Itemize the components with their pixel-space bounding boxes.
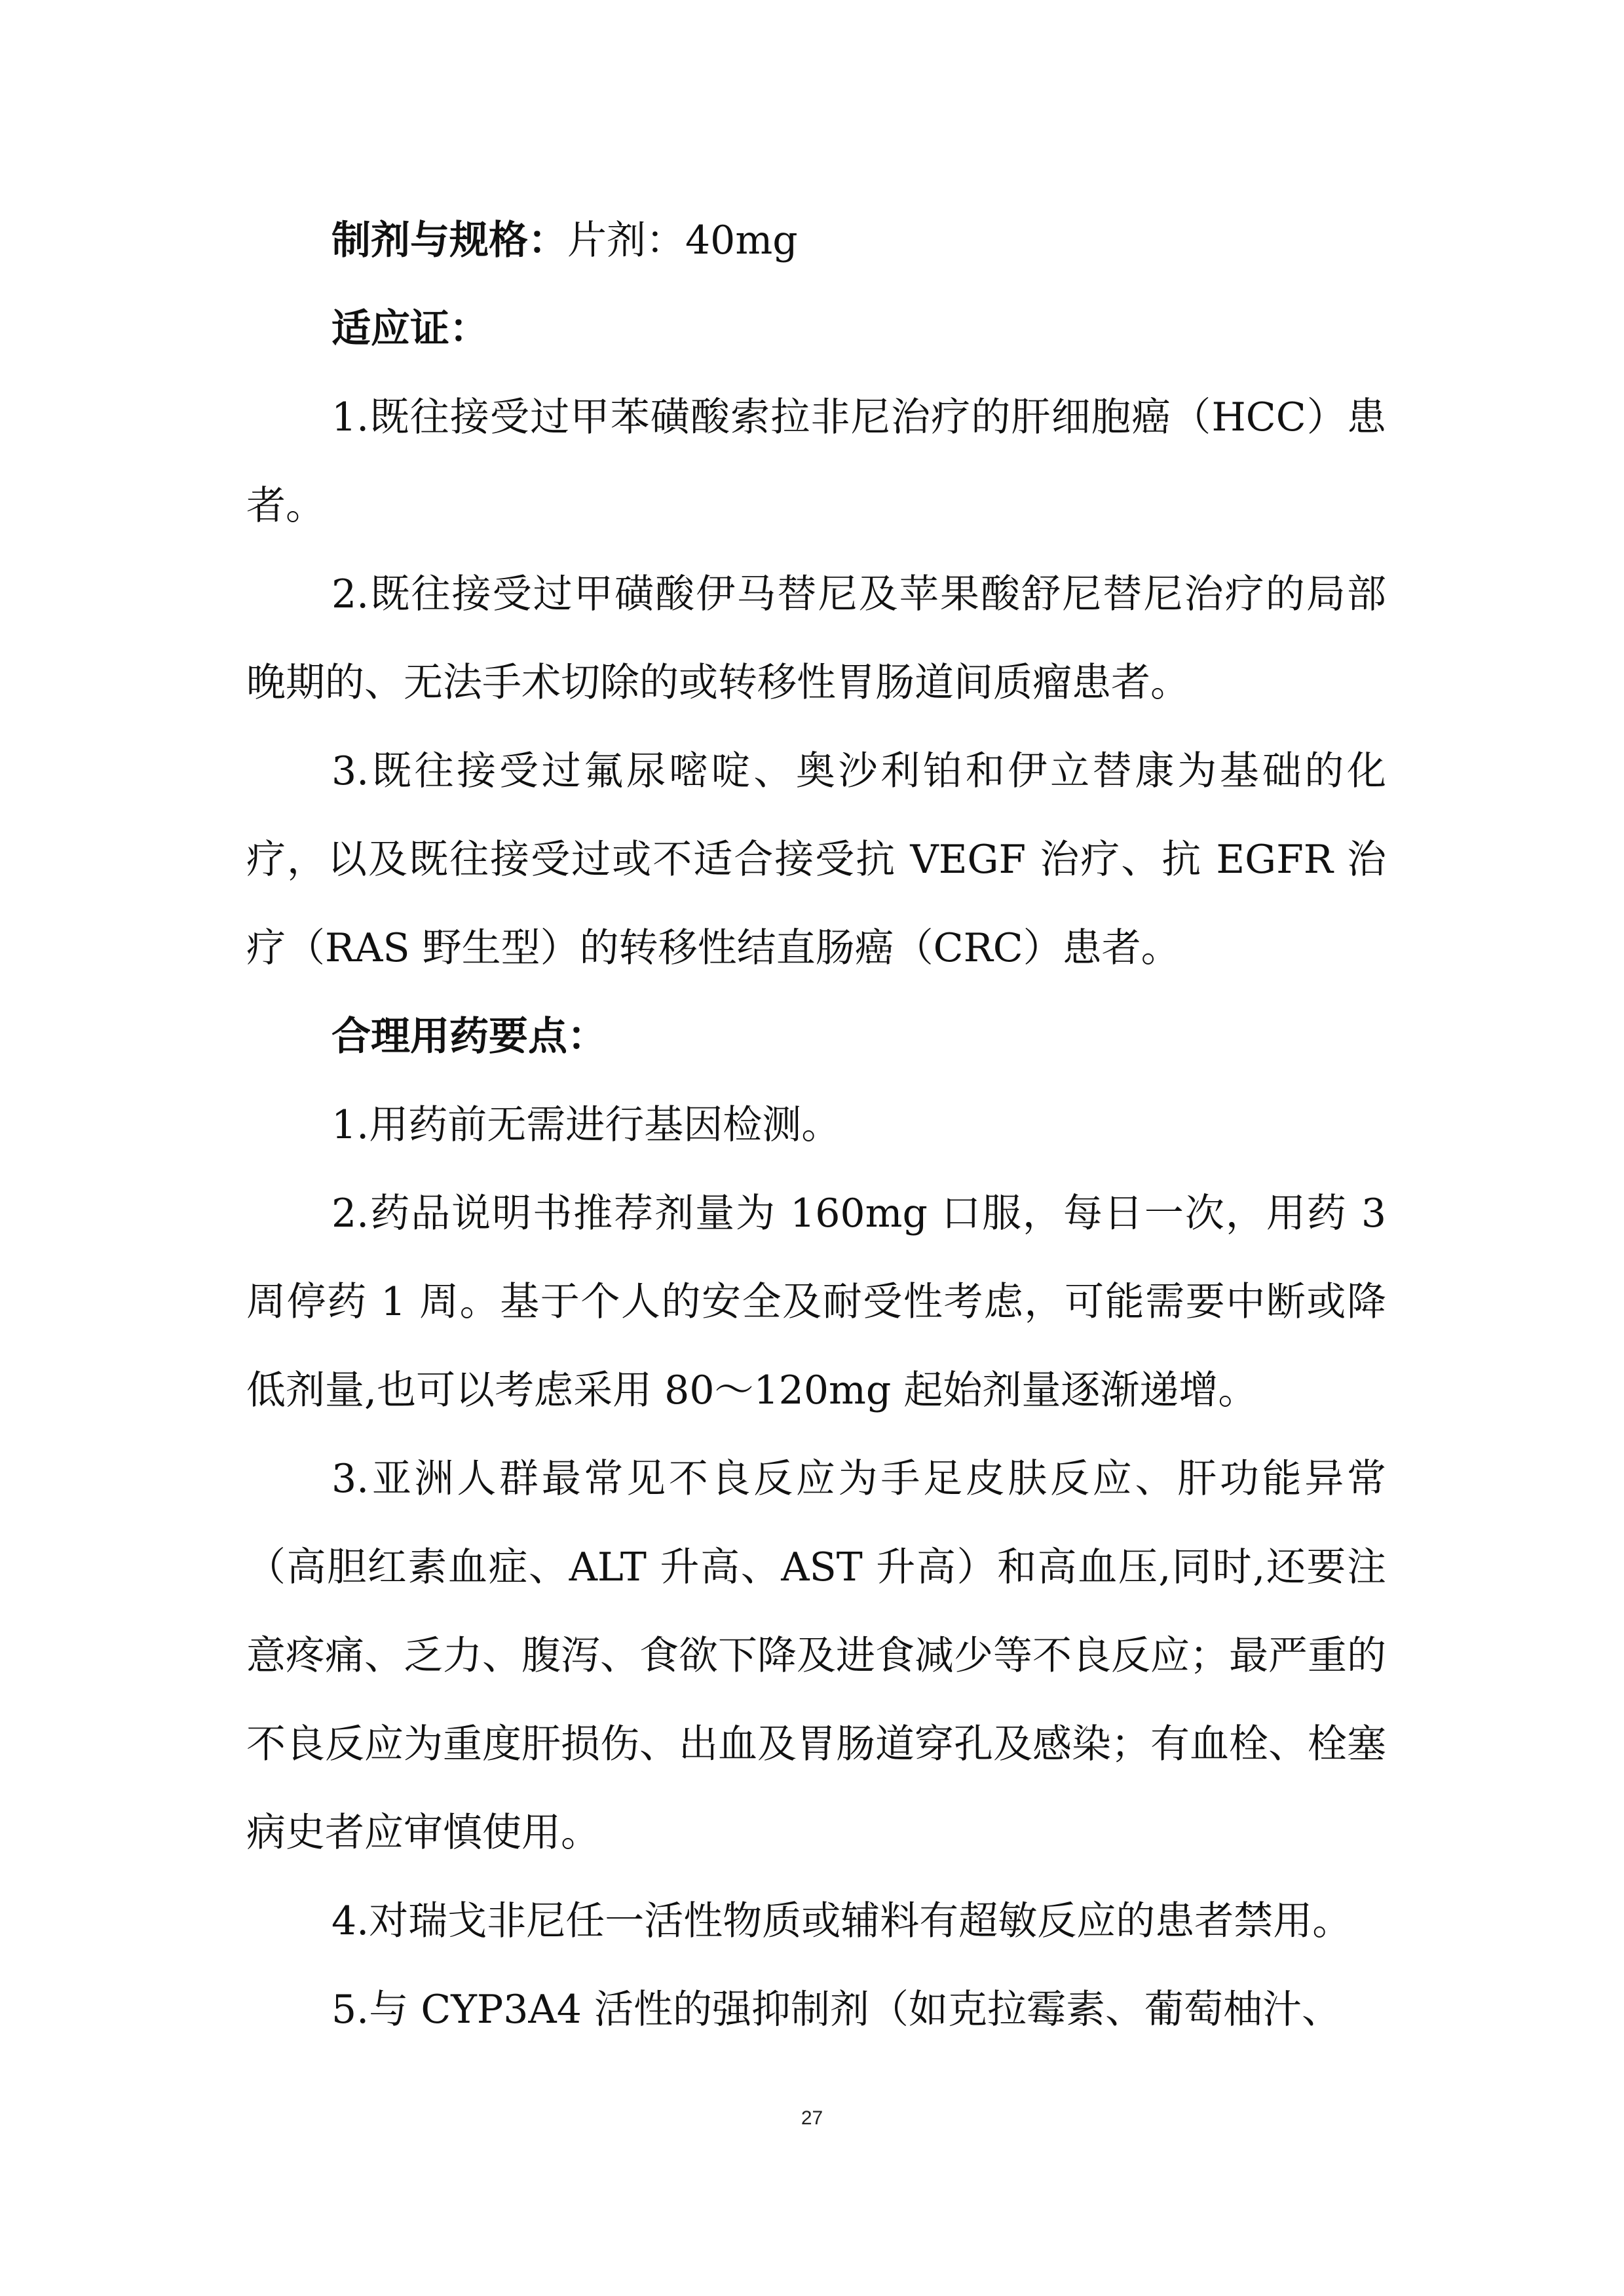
document-body [246, 197, 1386, 2054]
key-point-item: 1.用药前无需进行基因检测。 [331, 1102, 841, 1148]
indication-item: 2.既往接受过甲磺酸伊马替尼及苹果酸舒尼替尼治疗的局部晚期的、无法手术切除的或转移性胃肠道间质瘤患者。 [246, 571, 1386, 706]
spec-label: 制剂与规格： [331, 218, 567, 263]
indication-item: 1.既往接受过甲苯磺酸索拉非尼治疗的肝细胞癌（HCC）患者。 [246, 394, 1386, 529]
indication-item: 3.既往接受过氟尿嘧啶、奥沙利铂和伊立替康为基础的化疗，以及既往接受过或不适合接受抗 VEGF 治疗、抗 EGFR 治疗（RAS 野生型）的转移性结直肠癌（CRC）患者。 [246, 748, 1386, 971]
page-number: 27 [801, 2107, 823, 2129]
spec-line [246, 197, 1386, 285]
spec-value: 片剂：40mg [567, 218, 798, 263]
key-point-item: 3.亚洲人群最常见不良反应为手足皮肤反应、肝功能异常（高胆红素血症、ALT 升高、AST 升高）和高血压,同时,还要注意疼痛、乏力、腹泻、食欲下降及进食减少等不良反应；最严重的不良反应为重度肝损伤、出血及胃肠道穿孔及感染；有血栓、栓塞病史者应审慎使用。 [246, 1456, 1386, 1856]
key-points-heading: 合理用药要点： [331, 1014, 607, 1060]
key-point-item: 4.对瑞戈非尼任一活性物质或辅料有超敏反应的患者禁用。 [331, 1898, 1352, 1944]
indications-heading: 适应证： [331, 306, 489, 352]
key-point-item: 5.与 CYP3A4 活性的强抑制剂（如克拉霉素、葡萄柚汁、 [331, 1987, 1341, 2033]
key-point-item: 2.药品说明书推荐剂量为 160mg 口服，每日一次，用药 3 周停药 1 周。基于个人的安全及耐受性考虑，可能需要中断或降低剂量,也可以考虑采用 80～120mg 起始剂量逐渐递增。 [246, 1191, 1386, 1413]
